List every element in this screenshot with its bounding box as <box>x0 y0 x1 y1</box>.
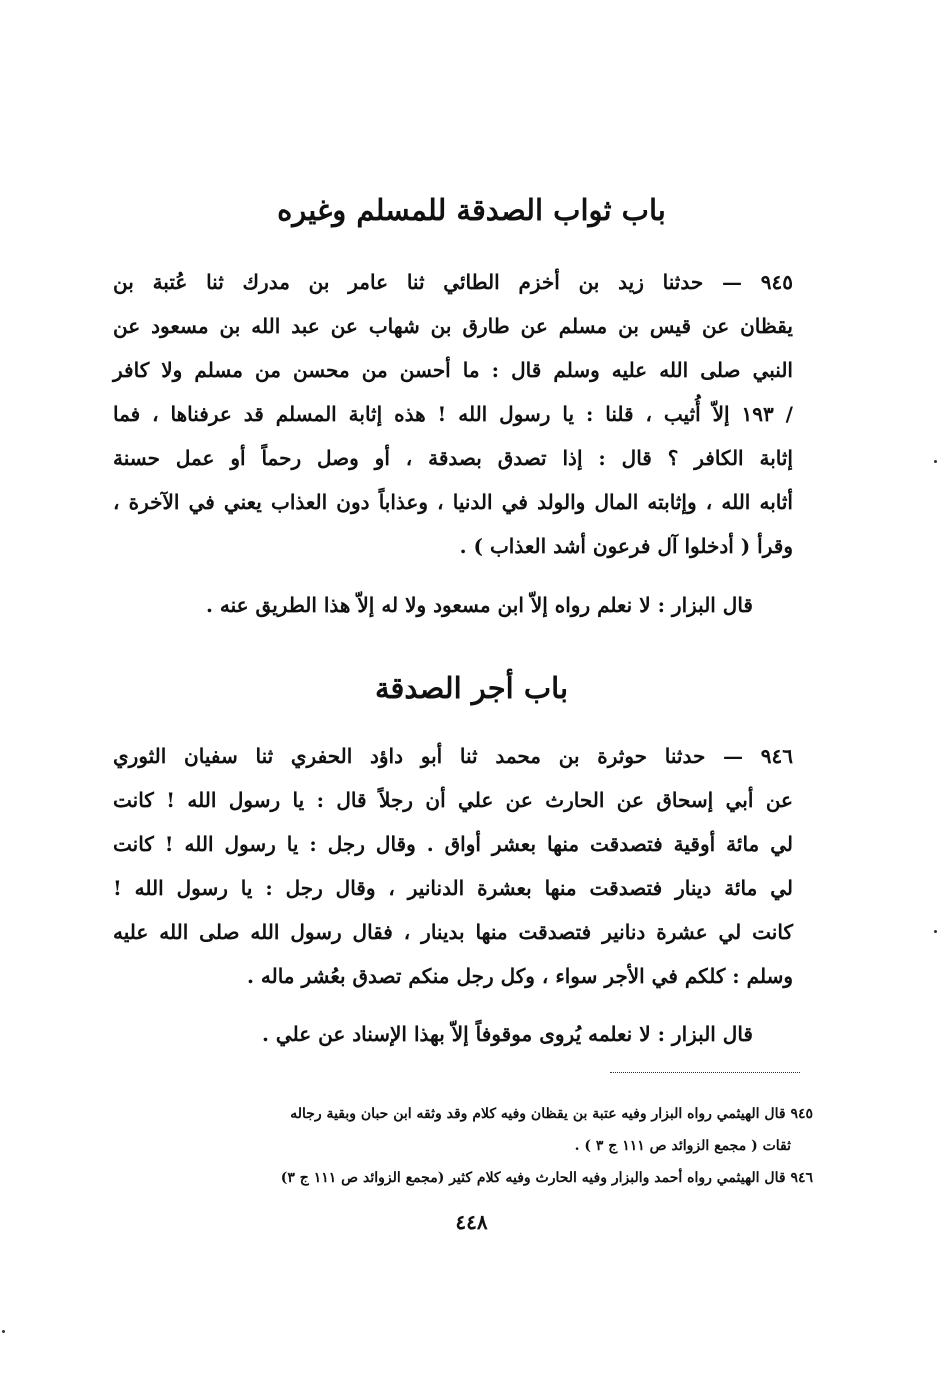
bazzar-note-946: قال البزار : لا نعلمه يُروى موقوفاً إلاّ بهذا الإسناد عن علي . <box>262 1022 753 1046</box>
hadith-945-line: / ١٩٣ إلاّ أُثيب ، قلنا : يا رسول الله ! هذه إثابة المسلم قد عرفناها ، فما <box>113 402 793 426</box>
hadith-946-line: لي مائة أوقية فتصدقت منها بعشر أواق . وقال رجل : يا رسول الله ! كانت <box>113 832 793 856</box>
scan-speck <box>2 1330 5 1333</box>
hadith-945-text <box>113 260 793 568</box>
page-number: ٤٤٨ <box>455 1210 488 1234</box>
section-title-charity-reward: باب أجر الصدقة <box>374 671 569 705</box>
section-title-reward-of-charity: باب ثواب الصدقة للمسلم وغيره <box>277 193 666 227</box>
hadith-946-line: ٩٤٦ — حدثنا حوثرة بن محمد ثنا أبو داؤد الحفري ثنا سفيان الثوري <box>113 744 793 768</box>
hadith-946-line: لي مائة دينار فتصدقت منها بعشرة الدنانير ، وقال رجل : يا رسول الله ! <box>113 876 793 900</box>
hadith-946-text <box>113 734 793 998</box>
hadith-945-line: النبي صلى الله عليه وسلم قال : ما أحسن من محسن من مسلم ولا كافر <box>113 358 793 382</box>
footnote-separator <box>610 1072 800 1073</box>
hadith-946-line: وسلم : كلكم في الأجر سواء ، وكل رجل منكم تصدق بعُشر ماله . <box>246 964 793 988</box>
scan-speck <box>934 930 937 933</box>
footnote-945: ٩٤٥ قال الهيثمي رواه البزار وفيه عتبة بن يقظان وفيه كلام وقد وثقه ابن حبان وبقية رجاله <box>290 1106 813 1122</box>
hadith-946-line: كانت لي عشرة دنانير فتصدقت منها بدينار ، فقال رسول الله صلى الله عليه <box>113 920 793 944</box>
footnote-945-continued: ثقات ( مجمع الزوائد ص ١١١ ج ٣ ) . <box>574 1138 791 1154</box>
hadith-945-line: وقرأ ( أدخلوا آل فرعون أشد العذاب ) . <box>459 534 793 558</box>
bazzar-note-945: قال البزار : لا نعلم رواه إلاّ ابن مسعود ولا له إلاّ هذا الطريق عنه . <box>205 593 753 617</box>
scan-speck <box>934 460 937 463</box>
hadith-946-line: عن أبي إسحاق عن الحارث عن علي أن رجلاً قال : يا رسول الله ! كانت <box>113 788 793 812</box>
footnotes <box>123 1098 813 1194</box>
hadith-945-line: إثابة الكافر ؟ قال : إذا تصدق بصدقة ، أو وصل رحماً أو عمل حسنة <box>113 446 793 470</box>
footnote-946: ٩٤٦ قال الهيثمي رواه أحمد والبزار وفيه الحارث وفيه كلام كثير (مجمع الزوائد ص ١١١ ج ٣) <box>280 1170 813 1186</box>
hadith-945-line: ٩٤٥ — حدثنا زيد بن أخزم الطائي ثنا عامر بن مدرك ثنا عُتبة بن <box>113 270 794 294</box>
hadith-945-line: أثابه الله ، وإثابته المال والولد في الدنيا ، وعذاباً دون العذاب يعني في الآخرة ، <box>113 490 793 514</box>
hadith-945-line: يقظان عن قيس بن مسلم عن طارق بن شهاب عن عبد الله بن مسعود عن <box>113 314 793 338</box>
